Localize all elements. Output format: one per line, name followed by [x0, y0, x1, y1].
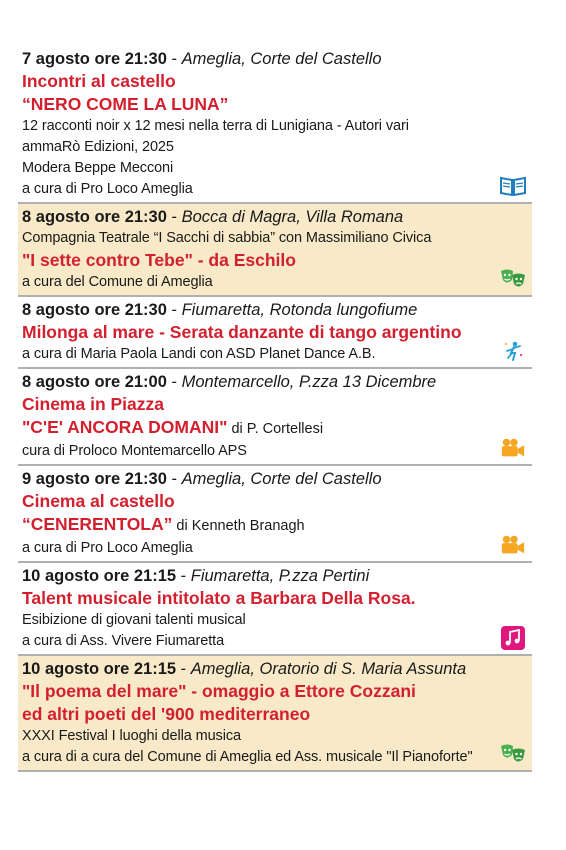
event-entry: [18, 466, 532, 563]
event-location: Ameglia, Corte del Castello: [181, 470, 382, 488]
event-day: 10: [22, 567, 41, 585]
movie-camera-icon: [500, 437, 526, 459]
event-title: Cinema in Piazza: [22, 394, 164, 414]
event-detail-line: a cura di Ass. Vivere Fiumaretta: [22, 633, 225, 649]
event-time: agosto ore 21:30: [31, 50, 167, 68]
event-day: 7: [22, 50, 32, 68]
event-header: [22, 206, 526, 228]
event-detail-line: ammaRò Edizioni, 2025: [22, 139, 174, 155]
event-header: [22, 48, 526, 70]
event-detail-line: Esibizione di giovani talenti musical: [22, 612, 246, 628]
event-time: agosto ore 21:15: [40, 660, 177, 678]
event-entry: [18, 46, 532, 204]
event-entry: [18, 369, 532, 466]
event-day: 8: [22, 208, 32, 226]
event-separator: -: [176, 660, 191, 678]
event-day: 8: [22, 373, 32, 391]
event-header: [22, 468, 526, 490]
event-subtitle-text: "C'E' ANCORA DOMANI": [22, 417, 228, 437]
event-location: Montemarcello, P.zza 13 Dicembre: [181, 373, 437, 391]
event-title: Talent musicale intitolato a Barbara Della Rosa.: [22, 588, 416, 608]
event-subtitle: [22, 703, 526, 726]
event-header: [22, 658, 526, 680]
event-header: [22, 299, 526, 321]
music-note-icon: [500, 627, 526, 649]
event-list: [18, 46, 532, 772]
event-location: Fiumaretta, P.zza Pertini: [190, 567, 370, 585]
event-detail-line: a cura di Maria Paola Landi con ASD Planet Dance A.B.: [22, 346, 376, 362]
dancer-icon: [500, 340, 526, 362]
event-subtitle-credit: di P. Cortellesi: [227, 421, 324, 437]
theater-masks-icon: [500, 268, 526, 290]
event-day: 8: [22, 301, 32, 319]
event-entry: [18, 297, 532, 369]
event-entry: [18, 656, 532, 772]
event-separator: -: [176, 567, 191, 585]
event-separator: -: [166, 373, 182, 391]
event-time: agosto ore 21:00: [31, 373, 167, 391]
event-detail-line: a cura di Pro Loco Ameglia: [22, 540, 193, 556]
event-separator: -: [166, 208, 182, 226]
event-title: Cinema al castello: [22, 491, 175, 511]
event-separator: -: [166, 301, 182, 319]
event-header: [22, 565, 526, 587]
event-detail-line: a cura di a cura del Comune di Ameglia ed Ass. musicale "Il Pianoforte": [22, 749, 473, 765]
event-title: Incontri al castello: [22, 71, 176, 91]
event-title: "Il poema del mare" - omaggio a Ettore Cozzani: [22, 681, 416, 701]
event-time: agosto ore 21:30: [31, 470, 167, 488]
book-icon: [500, 175, 526, 197]
event-day: 10: [22, 660, 41, 678]
event-location: Bocca di Magra, Villa Romana: [181, 208, 404, 226]
event-detail-line: a cura di Pro Loco Ameglia: [22, 181, 193, 197]
event-location: Ameglia, Oratorio di S. Maria Assunta: [190, 660, 467, 678]
event-day: 9: [22, 470, 32, 488]
event-subtitle: [22, 416, 526, 441]
event-title: "I sette contro Tebe" - da Eschilo: [22, 250, 296, 270]
event-subtitle-text: “CENERENTOLA”: [22, 514, 173, 534]
event-time: agosto ore 21:30: [31, 301, 167, 319]
event-detail-line: Compagnia Teatrale “I Sacchi di sabbia” con Massimiliano Civica: [22, 230, 432, 246]
event-detail-line: Modera Beppe Mecconi: [22, 160, 174, 176]
event-detail-line: XXXI Festival I luoghi della musica: [22, 728, 241, 744]
event-header: [22, 371, 526, 393]
event-detail-line: cura di Proloco Montemarcello APS: [22, 443, 247, 459]
event-subtitle-credit: di Kenneth Branagh: [172, 518, 305, 534]
event-entry: [18, 563, 532, 656]
event-subtitle-text: ed altri poeti del '900 mediterraneo: [22, 704, 311, 724]
event-detail-line: a cura del Comune di Ameglia: [22, 274, 213, 290]
event-separator: -: [166, 50, 182, 68]
event-time: agosto ore 21:30: [31, 208, 167, 226]
event-entry: [18, 204, 532, 297]
event-detail-line: 12 racconti noir x 12 mesi nella terra di Lunigiana - Autori vari: [22, 118, 409, 134]
theater-masks-icon: [500, 743, 526, 765]
event-subtitle: [22, 513, 526, 538]
event-separator: -: [166, 470, 182, 488]
event-subtitle-text: “NERO COME LA LUNA”: [22, 94, 229, 114]
event-location: Fiumaretta, Rotonda lungofiume: [181, 301, 418, 319]
event-title: Milonga al mare - Serata danzante di tango argentino: [22, 322, 462, 342]
event-time: agosto ore 21:15: [40, 567, 177, 585]
movie-camera-icon: [500, 534, 526, 556]
event-location: Ameglia, Corte del Castello: [181, 50, 382, 68]
event-subtitle: [22, 93, 526, 116]
